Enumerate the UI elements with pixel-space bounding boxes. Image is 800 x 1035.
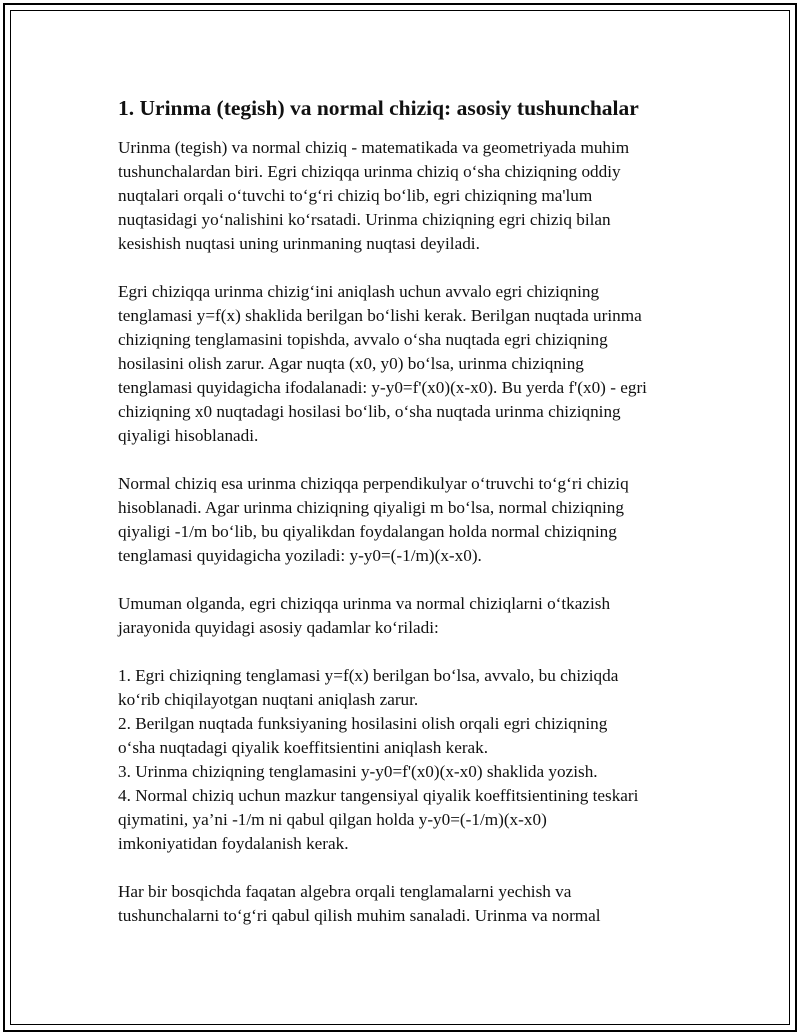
- text-line: chiziqning tenglamasini topishda, avvalo o‘sha nuqtada egri chiziqning: [118, 330, 608, 349]
- list-item: 1. Egri chiziqning tenglamasi y=f(x) berilgan bo‘lsa, avvalo, bu chiziqda: [118, 666, 619, 685]
- text-line: tushunchalarni to‘g‘ri qabul qilish muhim sanaladi. Urinma va normal: [118, 906, 601, 925]
- paragraph-tangent-equation: [118, 280, 703, 448]
- text-line: qiyaligi -1/m bo‘lib, bu qiyalikdan foydalangan holda normal chiziqning: [118, 522, 617, 541]
- list-item: 3. Urinma chiziqning tenglamasini y-y0=f'(x0)(x-x0) shaklida yozish.: [118, 762, 598, 781]
- text-line: qiyaligi hisoblanadi.: [118, 426, 259, 445]
- text-line: hosilasini olish zarur. Agar nuqta (x0, y0) bo‘lsa, urinma chiziqning: [118, 354, 584, 373]
- paragraph-intro: [118, 136, 703, 256]
- list-item: 2. Berilgan nuqtada funksiyaning hosilasini olish orqali egri chiziqning: [118, 714, 608, 733]
- text-line: Normal chiziq esa urinma chiziqqa perpendikulyar o‘truvchi to‘g‘ri chiziq: [118, 474, 629, 493]
- text-line: Har bir bosqichda faqatan algebra orqali tenglamalarni yechish va: [118, 882, 572, 901]
- list-item: 4. Normal chiziq uchun mazkur tangensiyal qiyalik koeffitsientining teskari: [118, 786, 639, 805]
- paragraph-normal-line: [118, 472, 703, 568]
- text-line: tenglamasi quyidagicha ifodalanadi: y-y0=f'(x0)(x-x0). Bu yerda f'(x0) - egri: [118, 378, 647, 397]
- text-line: nuqtasidagi yo‘nalishini ko‘rsatadi. Urinma chiziqning egri chiziq bilan: [118, 210, 611, 229]
- text-line: Egri chiziqqa urinma chizig‘ini aniqlash uchun avvalo egri chiziqning: [118, 282, 600, 301]
- paragraph-steps-intro: [118, 592, 703, 640]
- text-line: hisoblanadi. Agar urinma chiziqning qiyaligi m bo‘lsa, normal chiziqning: [118, 498, 624, 517]
- text-line: chiziqning x0 nuqtadagi hosilasi bo‘lib, o‘sha nuqtada urinma chiziqning: [118, 402, 621, 421]
- text-line: jarayonida quyidagi asosiy qadamlar ko‘riladi:: [118, 618, 439, 637]
- text-line: tenglamasi y=f(x) shaklida berilgan bo‘lishi kerak. Berilgan nuqtada urinma: [118, 306, 642, 325]
- text-line: Urinma (tegish) va normal chiziq - matematikada va geometriyada muhim: [118, 138, 630, 157]
- paragraph-conclusion: [118, 880, 703, 928]
- text-line: tenglamasi quyidagicha yoziladi: y-y0=(-1/m)(x-x0).: [118, 546, 482, 565]
- document-body: [118, 94, 703, 952]
- text-line: kesishish nuqtasi uning urinmaning nuqtasi deyiladi.: [118, 234, 480, 253]
- paragraph-steps-list: [118, 664, 703, 856]
- text-line: Umuman olganda, egri chiziqqa urinma va normal chiziqlarni o‘tkazish: [118, 594, 611, 613]
- text-line: nuqtalari orqali o‘tuvchi to‘g‘ri chiziq bo‘lib, egri chiziqning ma'lum: [118, 186, 593, 205]
- list-item: o‘sha nuqtadagi qiyalik koeffitsientini aniqlash kerak.: [118, 738, 489, 757]
- list-item: qiymatini, ya’ni -1/m ni qabul qilgan holda y-y0=(-1/m)(x-x0): [118, 810, 547, 829]
- list-item: imkoniyatidan foydalanish kerak.: [118, 834, 349, 853]
- text-line: tushunchalardan biri. Egri chiziqqa urinma chiziq o‘sha chiziqning oddiy: [118, 162, 621, 181]
- section-heading: 1. Urinma (tegish) va normal chiziq: asosiy tushunchalar: [118, 96, 639, 120]
- list-item: ko‘rib chiqilayotgan nuqtani aniqlash zarur.: [118, 690, 419, 709]
